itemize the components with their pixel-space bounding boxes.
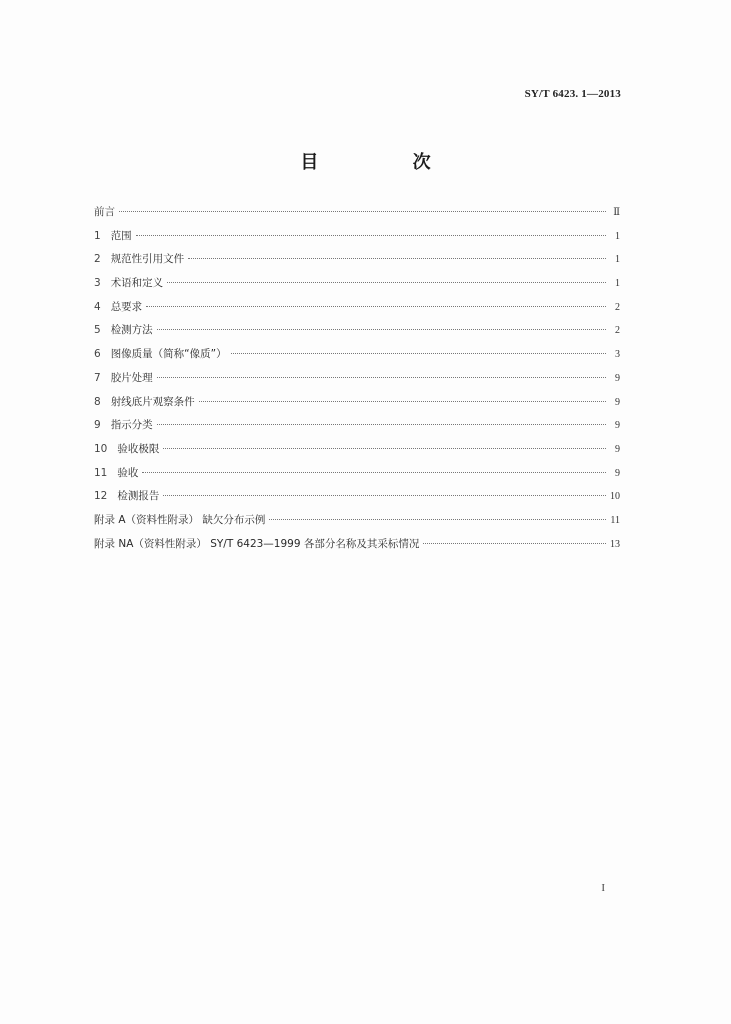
toc-entry-test-report[interactable]	[94, 488, 620, 512]
dot-leader	[163, 448, 606, 449]
toc-entry-general-requirements[interactable]	[94, 299, 620, 323]
toc-entry-number: 6	[94, 348, 101, 361]
toc-entry-number: 2	[94, 253, 101, 266]
toc-entry-normative-references[interactable]	[94, 251, 620, 275]
toc-entry-page: 2	[615, 325, 620, 337]
standard-code: SY/T 6423. 1—2013	[524, 88, 621, 100]
toc-title: 目 次	[300, 152, 475, 173]
dot-leader	[119, 211, 606, 212]
dot-leader	[142, 472, 606, 473]
toc-entry-label: 胶片处理	[110, 371, 153, 384]
toc-entry-scope[interactable]	[94, 228, 620, 252]
toc-entry-page: 1	[615, 230, 620, 242]
toc-entry-number: 7	[94, 371, 101, 384]
toc-entry-number: 10	[94, 442, 108, 455]
toc-entry-page: 1	[615, 278, 620, 290]
toc-entry-indication-classification[interactable]	[94, 417, 620, 441]
toc-entry-label: 附录 NA（资料性附录） SY/T 6423—1999 各部分名称及其采标情况	[94, 537, 420, 550]
dot-leader	[199, 401, 606, 402]
toc-entry-film-processing[interactable]	[94, 370, 620, 394]
dot-leader	[136, 235, 606, 236]
toc-entry-label: 附录 A（资料性附录） 缺欠分布示例	[94, 513, 266, 526]
toc-entry-number: 9	[94, 419, 101, 432]
toc-entry-page: 2	[615, 301, 620, 313]
toc-entry-label: 总要求	[110, 300, 143, 313]
toc-entry-page: 1	[615, 254, 620, 266]
dot-leader	[269, 519, 606, 520]
toc-entry-page: 11	[610, 514, 620, 526]
toc-entry-label: 范围	[110, 229, 132, 242]
toc-entry-acceptance[interactable]	[94, 465, 620, 489]
toc-entry-number: 11	[94, 466, 108, 479]
toc-entry-label: 验收	[117, 466, 139, 479]
table-of-contents	[94, 204, 620, 559]
toc-entry-label: 验收极限	[117, 442, 160, 455]
dot-leader	[157, 377, 606, 378]
toc-entry-label: 规范性引用文件	[110, 253, 185, 266]
dot-leader	[157, 329, 606, 330]
toc-entry-number: 4	[94, 300, 101, 313]
dot-leader	[188, 258, 606, 259]
dot-leader	[163, 495, 606, 496]
toc-entry-page: Ⅱ	[613, 207, 620, 218]
dot-leader	[167, 282, 606, 283]
dot-leader	[157, 424, 606, 425]
toc-entry-viewing-conditions[interactable]	[94, 394, 620, 418]
dot-leader	[146, 306, 606, 307]
toc-entry-label: 图像质量（简称“像质”）	[110, 348, 227, 361]
toc-entry-annex-a[interactable]	[94, 512, 620, 536]
toc-entry-number: 8	[94, 395, 101, 408]
toc-entry-acceptance-limits[interactable]	[94, 441, 620, 465]
toc-entry-page: 3	[615, 349, 620, 361]
toc-entry-page: 9	[615, 396, 620, 408]
page-number: I	[601, 882, 605, 894]
toc-entry-number: 5	[94, 324, 101, 337]
toc-entry-image-quality[interactable]	[94, 346, 620, 370]
toc-entry-test-methods[interactable]	[94, 322, 620, 346]
toc-entry-page: 13	[610, 538, 620, 550]
dot-leader	[231, 353, 606, 354]
toc-entry-annex-na[interactable]	[94, 536, 620, 560]
dot-leader	[423, 543, 606, 544]
toc-entry-label: 指示分类	[110, 419, 153, 432]
toc-entry-number: 12	[94, 490, 108, 503]
toc-entry-page: 9	[615, 372, 620, 384]
toc-entry-page: 9	[615, 443, 620, 455]
toc-entry-page: 9	[615, 420, 620, 432]
toc-entry-terms-definitions[interactable]	[94, 275, 620, 299]
toc-entry-label: 检测报告	[117, 490, 160, 503]
toc-entry-label: 前言	[94, 206, 115, 218]
toc-entry-page: 9	[615, 467, 620, 479]
toc-entry-foreword[interactable]	[94, 204, 620, 228]
toc-entry-label: 术语和定义	[110, 277, 164, 290]
toc-entry-page: 10	[610, 491, 620, 503]
toc-entry-label: 射线底片观察条件	[110, 395, 195, 408]
toc-entry-label: 检测方法	[110, 324, 153, 337]
toc-entry-number: 3	[94, 277, 101, 290]
toc-entry-number: 1	[94, 229, 101, 242]
